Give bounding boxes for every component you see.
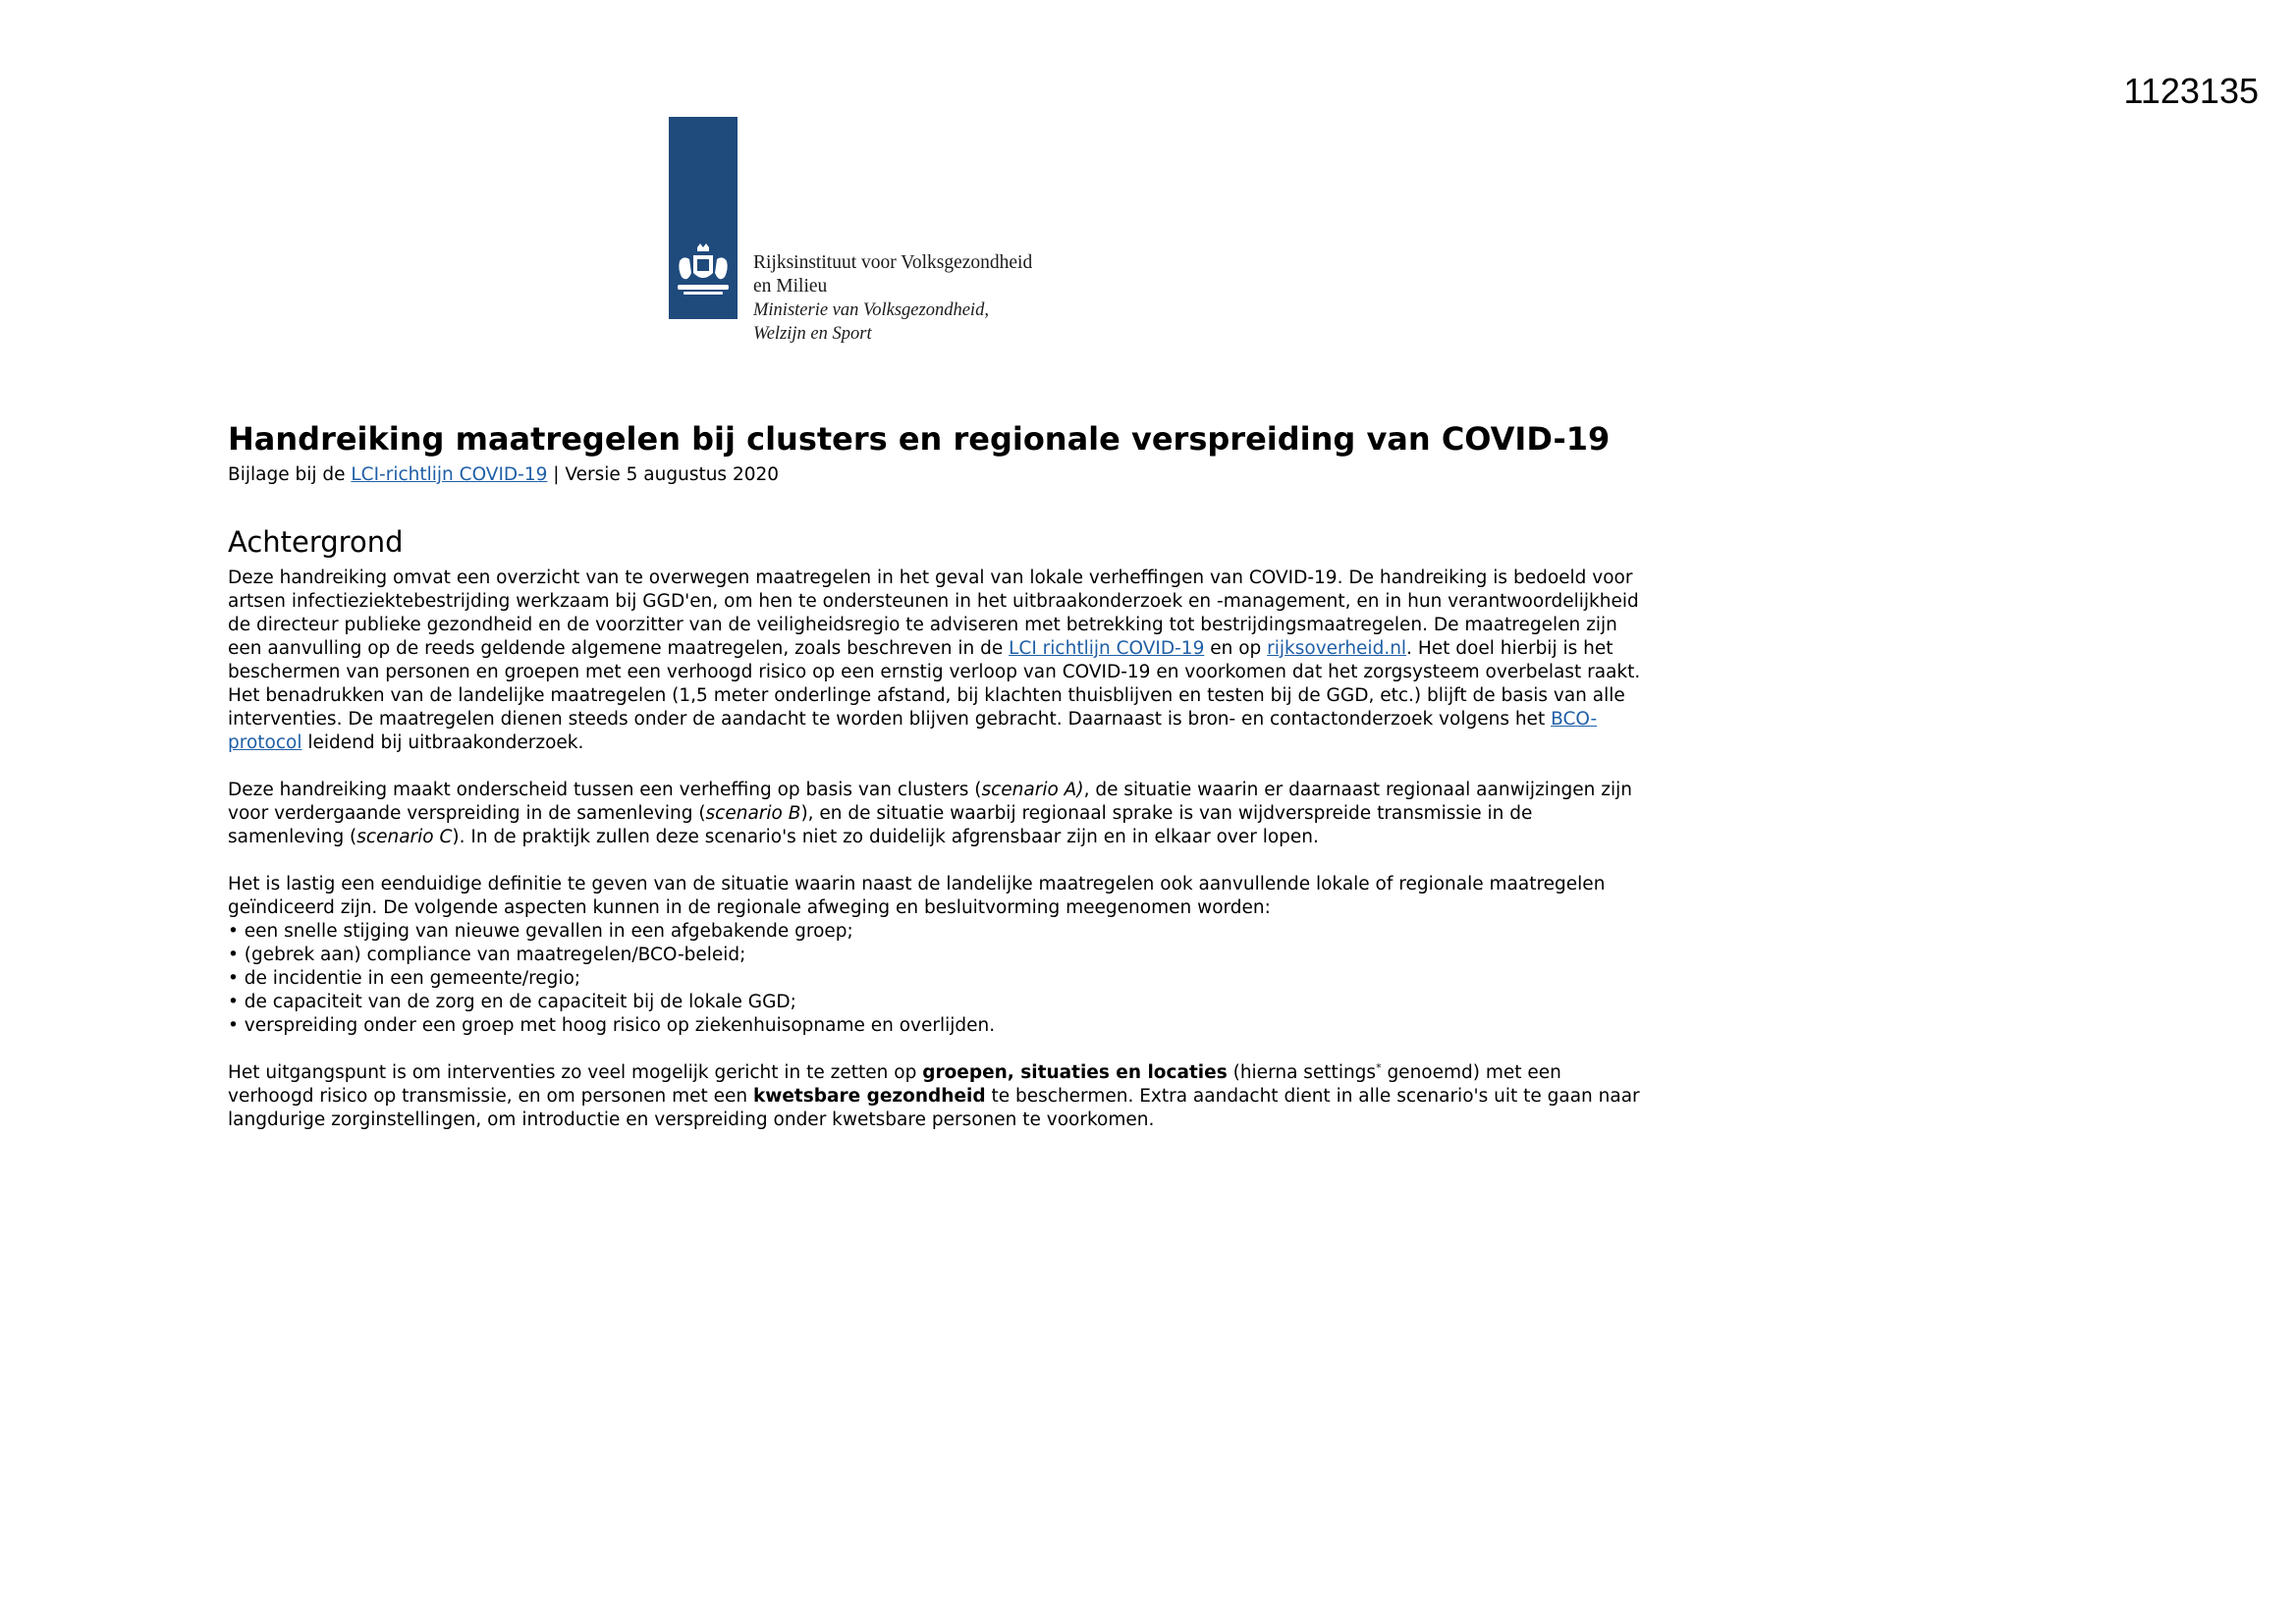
p1-text-1: Deze handreiking omvat een overzicht van te overwegen maatregelen in het geval van lokale verheffingen van COVID-19. De handreiking is bedoeld voor artsen infectieziektebestrijding werkzaam bij GGD'en, om hen te ondersteunen in het uitbraakonderzoek en -management, en in hun verantwoordelijkheid de directeur publieke gezondheid en de voorzitter van de veiligheidsregio te adviseren met betrekking tot bestrijdingsmaatregelen. De maatregelen zijn een aanvulling op de reeds geldende algemene maatregelen, zoals beschreven in de bbox=[228, 568, 1639, 659]
logo-line-3: Ministerie van Volksgezondheid, bbox=[753, 300, 989, 320]
logo-line-2: en Milieu bbox=[753, 276, 828, 297]
paragraph-1 bbox=[228, 567, 1642, 755]
rijksoverheid-link[interactable]: rijksoverheid.nl bbox=[1267, 638, 1407, 659]
p2-text-3: ), en de situatie waarbij regionaal sprake is van wijdverspreide transmissie in de samenleving ( bbox=[228, 803, 1533, 847]
scenario-b: scenario B bbox=[705, 803, 801, 824]
logo-line-1: Rijksinstituut voor Volksgezondheid bbox=[753, 252, 1033, 273]
paragraph-3: Het is lastig een eenduidige definitie te geven van de situatie waarin naast de landelijke maatregelen ook aanvullende lokale of regionale maatregelen geïndiceerd zijn. De volgende aspecten kunnen in de regionale afweging en besluitvorming meegenomen worden: bbox=[228, 874, 1606, 918]
scenario-a: scenario A) bbox=[981, 780, 1084, 800]
list-item: • de incidentie in een gemeente/regio; bbox=[228, 967, 1642, 991]
document-subtitle bbox=[228, 463, 1642, 487]
document-title: Handreiking maatregelen bij clusters en regionale verspreiding van COVID-19 bbox=[228, 420, 1611, 458]
logo-text bbox=[753, 251, 1146, 346]
p1-text-3: . Het doel hierbij is het beschermen van personen en groepen met een verhoogd risico op een ernstig verloop van COVID-19 en voorkomen dat het zorgsysteem overbelast raakt. Het benadrukken van de landelijke maatregelen (1,5 meter onderlinge afstand, bij klachten thuisblijven en testen bij de GGD, etc.) blijft de basis van alle interventies. De maatregelen dienen steeds onder de aandacht te worden blijven gebracht. Daarnaast is bron- en contactonderzoek volgens het bbox=[228, 638, 1641, 730]
p2-text-4: ). In de praktijk zullen deze scenario's niet zo duidelijk afgrensbaar zijn en in elkaar over lopen. bbox=[452, 827, 1319, 847]
subtitle-suffix: | Versie 5 augustus 2020 bbox=[547, 464, 780, 485]
list-item: • de capaciteit van de zorg en de capaciteit bij de lokale GGD; bbox=[228, 991, 1642, 1014]
p4-text-1: Het uitgangspunt is om interventies zo veel mogelijk gericht in te zetten op bbox=[228, 1062, 923, 1083]
p4-bold-2: kwetsbare gezondheid bbox=[752, 1086, 986, 1107]
crest-icon bbox=[674, 244, 733, 300]
lci-richtlijn-link[interactable]: LCI-richtlijn COVID-19 bbox=[351, 464, 548, 485]
p1-text-2: en op bbox=[1204, 638, 1268, 659]
bco-protocol-link[interactable]: BCO-protocol bbox=[228, 709, 1598, 753]
footnote-marker: * bbox=[1376, 1060, 1382, 1074]
p2-text-2: , de situatie waarin er daarnaast regionaal aanwijzingen zijn voor verdergaande verspreiding in de samenleving ( bbox=[228, 780, 1633, 824]
lci-richtlijn-covid-link[interactable]: LCI richtlijn COVID-19 bbox=[1009, 638, 1205, 659]
p4-text-4: te beschermen. Extra aandacht dient in alle scenario's uit te gaan naar langdurige zorginstellingen, om introductie en verspreiding onder kwetsbare personen te voorkomen. bbox=[228, 1086, 1640, 1130]
p4-text-3: genoemd) met een verhoogd risico op transmissie, en om personen met een bbox=[228, 1062, 1561, 1107]
list-item: • verspreiding onder een groep met hoog risico op ziekenhuisopname en overlijden. bbox=[228, 1014, 1642, 1038]
scenario-c: scenario C bbox=[356, 827, 453, 847]
paragraph-2 bbox=[228, 779, 1642, 849]
subtitle-prefix: Bijlage bij de bbox=[228, 464, 352, 485]
aspects-list bbox=[228, 920, 1642, 1038]
list-item: • een snelle stijging van nieuwe gevallen in een afgebakende groep; bbox=[228, 920, 1642, 944]
paragraph-4 bbox=[228, 1061, 1642, 1132]
logo-bar bbox=[669, 117, 738, 319]
section-heading: Achtergrond bbox=[228, 525, 404, 559]
p1-text-4: leidend bij uitbraakonderzoek. bbox=[301, 732, 584, 753]
document-number: 1123135 bbox=[2123, 71, 2259, 111]
document-body bbox=[228, 418, 1642, 1132]
p4-text-2: (hierna settings bbox=[1227, 1062, 1377, 1083]
list-item: • (gebrek aan) compliance van maatregelen/BCO-beleid; bbox=[228, 944, 1642, 967]
p2-text-1: Deze handreiking maakt onderscheid tussen een verheffing op basis van clusters ( bbox=[228, 780, 982, 800]
p4-bold-1: groepen, situaties en locaties bbox=[922, 1062, 1228, 1083]
logo-line-4: Welzijn en Sport bbox=[753, 324, 872, 344]
